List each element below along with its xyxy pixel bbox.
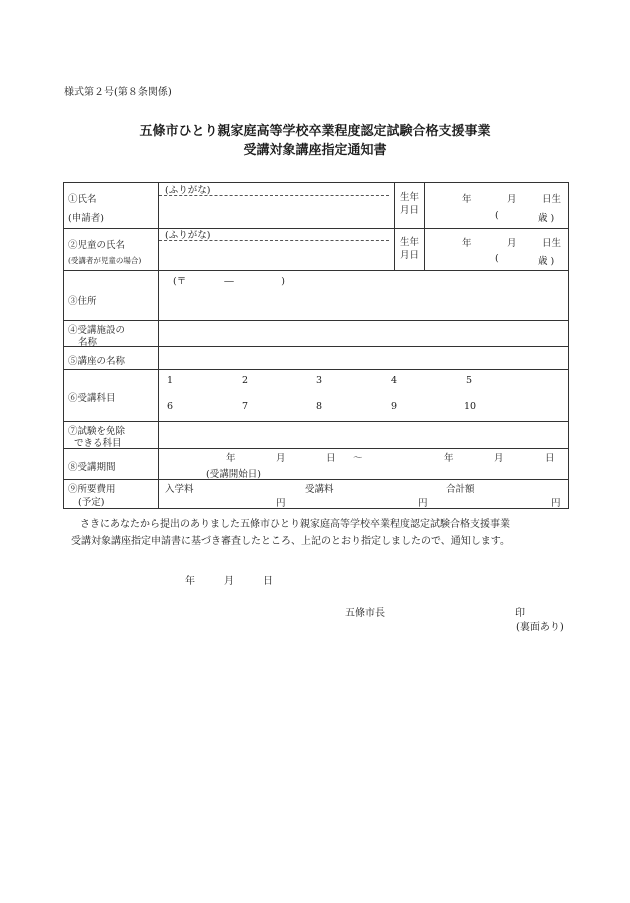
address-row [64,271,569,321]
child-birthday-label: 日生 [542,238,562,249]
cost-label-1: ⑨所要費用 [68,484,116,495]
subject-8: 8 [316,401,323,412]
exemption-row [64,422,569,449]
child-birth-label-2: 月日 [400,250,420,261]
notice-text [71,516,510,550]
child-birth-label-cell [395,229,425,271]
tuition-fee-yen: 円 [418,498,428,509]
period-label: ⑧受講期間 [68,462,116,473]
period-label-cell [64,449,159,480]
child-month-label: 月 [507,238,517,249]
exemption-label-cell [64,422,159,449]
period-start-day: 日 [326,453,336,464]
entrance-fee-yen: 円 [276,498,286,509]
exemption-field[interactable] [159,422,569,449]
period-start-month: 月 [276,453,286,464]
facility-label-cell [64,321,159,347]
issue-year-label: 年 [185,576,195,587]
subject-4: 4 [391,375,398,386]
course-label: ⑤講座の名称 [68,356,126,367]
period-row [64,449,569,480]
child-age-close: 歳 ) [538,256,555,267]
facility-field[interactable] [159,321,569,347]
mayor-title: 五條市長 [345,608,385,619]
age-close: 歳 ) [538,213,555,224]
period-field[interactable] [159,449,569,480]
period-end-year: 年 [444,453,454,464]
cost-row [64,480,569,509]
seal-mark: 印 [515,608,525,619]
period-end-day: 日 [545,453,555,464]
course-field[interactable] [159,347,569,370]
notice-line-2: 受講対象講座指定申請書に基づき審査したところ、上記のとおり指定しましたので、通知します。 [71,536,510,547]
subjects-row [64,370,569,422]
applicant-row [64,183,569,229]
exemption-label-2: できる科目 [74,438,122,449]
exemption-label-1: ⑦試験を免除 [68,426,126,437]
subjects-label-cell [64,370,159,422]
year-label: 年 [462,194,472,205]
course-row [64,347,569,370]
total-yen: 円 [551,498,561,509]
issue-month-label: 月 [224,576,234,587]
cost-label-cell [64,480,159,509]
course-label-cell [64,347,159,370]
age-open: ( [495,210,499,221]
period-end-month: 月 [494,453,504,464]
furigana-label: (ふりがな) [165,185,211,196]
cost-label-2: (予定) [78,497,105,508]
reverse-note: (裏面あり) [516,622,564,633]
birthday-label: 日生 [542,194,562,205]
cost-field[interactable] [159,480,569,509]
application-form-table [63,182,569,509]
subject-1: 1 [167,375,174,386]
child-name-field[interactable] [159,229,395,271]
period-start-year: 年 [226,453,236,464]
subject-9: 9 [391,401,398,412]
birth-label-cell [395,183,425,229]
subject-3: 3 [316,375,323,386]
subject-7: 7 [242,401,249,412]
subject-6: 6 [167,401,174,412]
total-label: 合計額 [446,484,475,495]
month-label: 月 [507,194,517,205]
tuition-fee-label: 受講料 [305,484,334,495]
address-label-cell [64,271,159,321]
applicant-sub-label: (申請者) [68,213,104,224]
period-tilde: ～ [353,453,363,464]
entrance-fee-label: 入学料 [165,484,194,495]
subject-10: 10 [464,401,477,412]
applicant-name-field[interactable] [159,183,395,229]
issue-day-label: 日 [263,576,273,587]
birth-label-2: 月日 [400,205,420,216]
notice-line-1: さきにあなたから提出のありました五條市ひとり親家庭高等学校卒業程度認定試験合格支援事業 [80,519,510,530]
furigana-label-child: (ふりがな) [165,230,211,241]
document-title-line1: 五條市ひとり親家庭高等学校卒業程度認定試験合格支援事業 [139,124,491,139]
birth-label-1: 生年 [400,192,420,203]
postal-code: (〒 ― ) [173,276,285,287]
child-year-label: 年 [462,238,472,249]
subjects-label: ⑥受講科目 [68,393,116,404]
subject-2: 2 [242,375,249,386]
applicant-label: ①氏名 [68,194,97,205]
applicant-label-cell [64,183,159,229]
subjects-field[interactable] [159,370,569,422]
document-title-line2: 受講対象講座指定通知書 [243,143,387,158]
child-birthdate-field[interactable] [425,229,569,271]
child-label-cell [64,229,159,271]
facility-label-2: 名称 [78,337,98,348]
child-age-open: ( [495,253,499,264]
address-label: ③住所 [68,296,97,307]
facility-label-1: ④受講施設の [68,325,126,336]
child-row [64,229,569,271]
period-start-note: (受講開始日) [206,469,261,480]
address-field[interactable] [159,271,569,321]
child-birth-label-1: 生年 [400,237,420,248]
applicant-birthdate-field[interactable] [425,183,569,229]
subject-5: 5 [466,375,473,386]
child-sub-label: (受講者が児童の場合) [68,256,142,265]
child-label: ②児童の氏名 [68,240,126,251]
facility-row [64,321,569,347]
form-number: 様式第２号(第８条関係) [64,87,172,98]
